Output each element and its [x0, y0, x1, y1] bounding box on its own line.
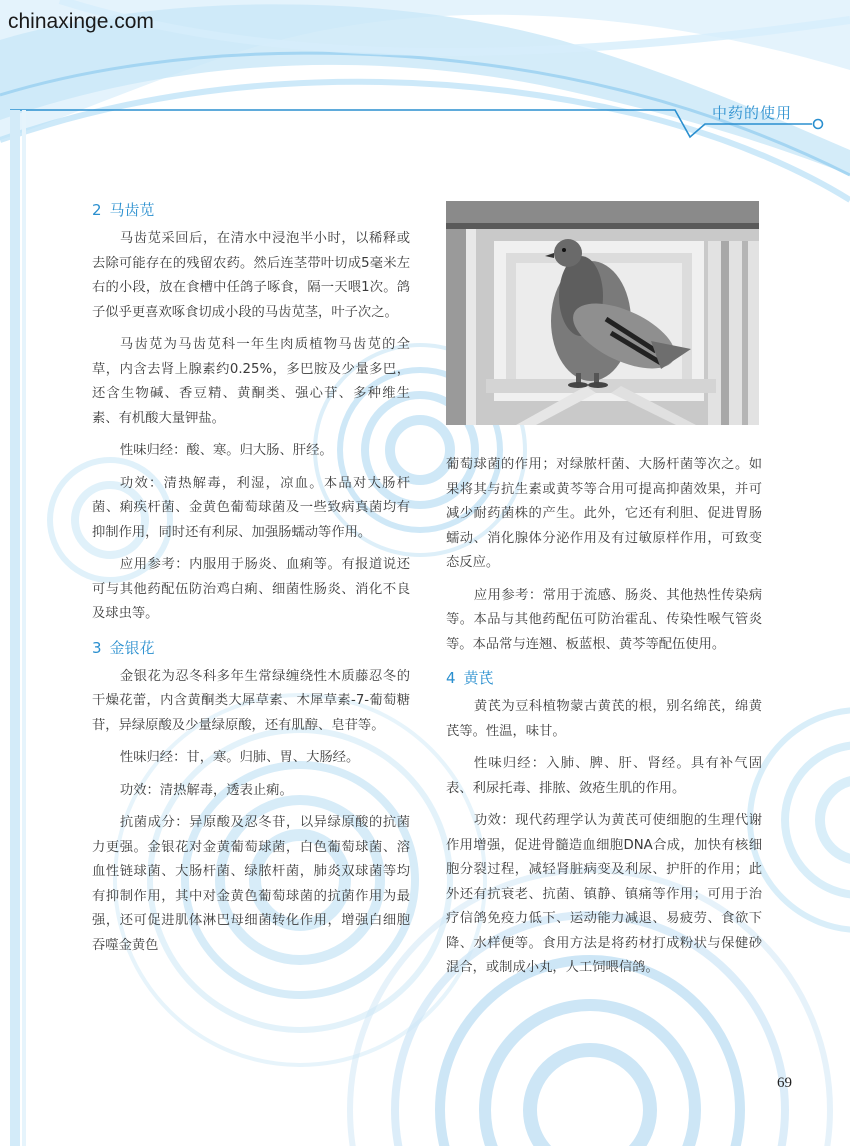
paragraph: 马齿苋采回后，在清水中浸泡半小时，以稀释或去除可能存在的残留农药。然后连茎带叶切成5毫米左右的小段，放在食槽中任鸽子啄食，隔一天喂1次。鸽子似乎更喜欢啄食切成小段的马齿苋茎，叶子次之。	[92, 231, 410, 320]
section-number: 3	[92, 638, 102, 657]
section-title: 金银花	[109, 638, 155, 657]
section-heading-astragalus	[446, 665, 762, 691]
section-heading-purslane	[92, 197, 410, 223]
section-heading-honeysuckle	[92, 635, 410, 661]
paragraph: 性味归经：甘，寒。归肺、胃、大肠经。	[119, 750, 360, 765]
paragraph: 抗菌成分：异原酸及忍冬苷，以异绿原酸的抗菌力更强。金银花对金黄葡萄球菌，白色葡萄球菌、溶血性链球菌、大肠杆菌、绿脓杆菌，肺炎双球菌等均有抑制作用，其中对金黄色葡萄球菌的抗菌作用为最强，还可促进肌体淋巴母细菌转化作用，增强白细胞吞噬金黄色	[92, 815, 410, 953]
pigeon-photo	[446, 201, 759, 425]
section-label: 中药的使用	[712, 104, 793, 122]
paragraph-continuation: 葡萄球菌的作用；对绿脓杆菌、大肠杆菌等次之。如果将其与抗生素或黄芩等合用可提高抑菌效果，并可减少耐药菌株的产生。此外，它还有利胆、促进胃肠蠕动、消化腺体分泌作用及有过敏原样作用，可致变态反应。	[446, 457, 762, 570]
section-title: 马齿苋	[109, 201, 155, 219]
paragraph: 应用参考：常用于流感、肠炎、其他热性传染病等。本品与其他药配伍可防治霍乱、传染性喉气管炎等。本品常与连翘、板蓝根、黄芩等配伍使用。	[446, 587, 762, 652]
paragraph: 应用参考：内服用于肠炎、血痢等。有报道说还可与其他药配伍防治鸡白痢、细菌性肠炎、消化不良及球虫等。	[92, 557, 410, 621]
paragraph: 功效：现代药理学认为黄芪可使细胞的生理代谢作用增强，促进骨髓造血细胞DNA合成，加快有核细胞分裂过程，减轻肾脏病变及利尿、护肝的作用；此外还有抗衰老、抗菌、镇静、镇痛等作用；可用于治疗信鸽免疫力低下、运动能力减退、易疲劳、食欲下降、水样便等。食用方法是将药材打成粉状与保健砂混合，或制成小丸，人工饲喂信鸽。	[446, 813, 762, 975]
section-number: 2	[92, 201, 102, 219]
left-column	[92, 197, 410, 966]
section-number: 4	[446, 669, 456, 687]
page-number: 69	[777, 1075, 792, 1091]
paragraph: 马齿苋为马齿苋科一年生肉质植物马齿苋的全草，内含去肾上腺素约0.25%，多巴胺及少量多巴，还含生物碱、香豆精、黄酮类、强心苷、多种维生素、有机酸大量钾盐。	[92, 337, 410, 426]
paragraph: 黄芪为豆科植物蒙古黄芪的根，别名绵芪，绵黄芪等。性温，味甘。	[446, 699, 762, 739]
paragraph: 性味归经：酸、寒。归大肠、肝经。	[119, 443, 333, 458]
paragraph: 金银花为忍冬科多年生常绿缠绕性木质藤忍冬的干燥花蕾，内含黄酮类大犀草素、木犀草素-7-葡萄糖苷，异绿原酸及少量绿原酸，还有肌醇、皂苷等。	[92, 668, 410, 733]
paragraph: 功效：清热解毒，利湿，凉血。本品对大肠杆菌、痢疾杆菌、金黄色葡萄球菌及一些致病真菌均有抑制作用，同时还有利尿、加强肠蠕动等作用。	[92, 475, 410, 540]
site-watermark: chinaxinge.com	[8, 10, 154, 33]
paragraph: 性味归经：入肺、脾、肝、肾经。具有补气固表、利尿托毒、排脓、敛疮生肌的作用。	[446, 756, 762, 796]
right-column	[446, 453, 762, 989]
pigeon-illustration	[446, 201, 759, 425]
section-title: 黄芪	[463, 669, 494, 687]
paragraph: 功效：清热解毒，透表止痢。	[119, 782, 293, 798]
